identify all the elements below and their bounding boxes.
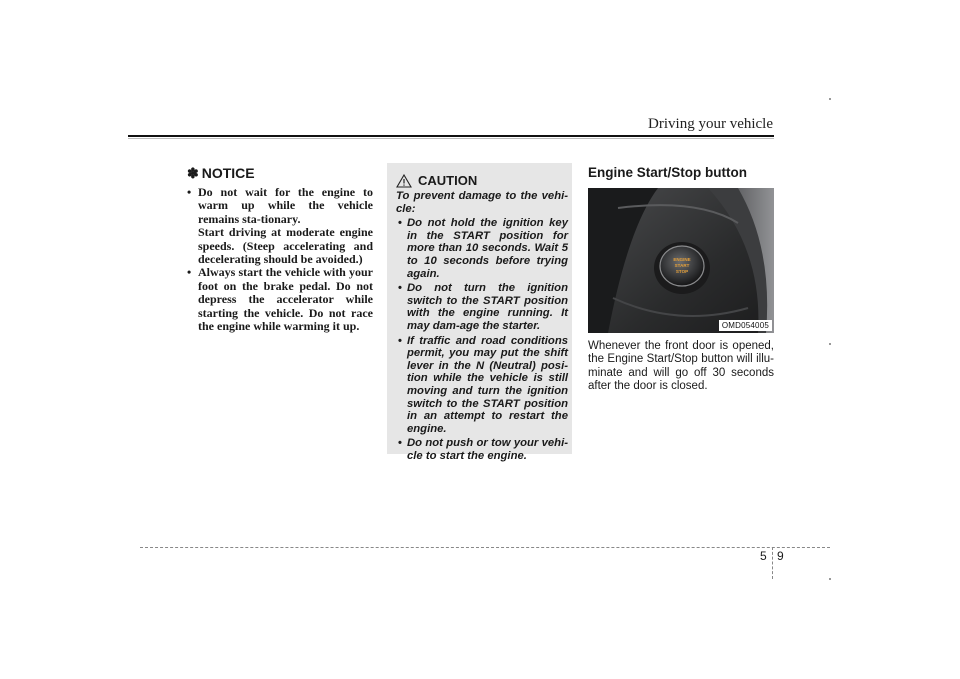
- notice-heading-text: NOTICE: [201, 165, 255, 181]
- notice-item-text: Always start the vehicle with your foot on the brake pedal. Do not depress the accelerator while starting the vehicle. Do not race the engine while warming it up.: [198, 265, 373, 334]
- section-description: Whenever the front door is opened, the Engine Start/Stop button will illu-minate and will go off 30 seconds after the door is closed.: [588, 340, 774, 393]
- section-heading: Engine Start/Stop button: [588, 165, 747, 180]
- header-rule: [128, 135, 774, 137]
- caution-item: • Do not hold the ignition key in the START position for more than 10 seconds. Wait 5 to 10 seconds before trying again.: [396, 217, 568, 280]
- notice-item: [187, 266, 373, 333]
- crop-mark: [829, 343, 831, 345]
- running-header: Driving your vehicle: [648, 116, 773, 132]
- header-rule-shadow: [128, 138, 774, 139]
- caution-item: • Do not push or tow your vehi-cle to start the engine.: [396, 437, 568, 462]
- button-label-line1: ENGINE: [673, 257, 691, 262]
- button-label-line3: STOP: [675, 269, 689, 274]
- caution-header: [396, 173, 568, 188]
- button-label-line2: START: [674, 263, 690, 268]
- notice-heading: [187, 165, 373, 182]
- caution-item: • Do not turn the ignition switch to the START position with the engine running. It may dam-age the starter.: [396, 282, 568, 332]
- notice-list: [187, 186, 373, 333]
- notice-star-icon: ✽: [187, 165, 199, 181]
- chapter-number: 5: [760, 549, 767, 563]
- footer-divider: [772, 547, 773, 579]
- caution-title: CAUTION: [418, 173, 478, 188]
- notice-item-text: Do not wait for the engine to warm up while the vehicle remains sta-tionary.: [198, 185, 373, 226]
- warning-triangle-icon: [396, 174, 412, 188]
- notice-item-subtext: Start driving at moderate engine speeds. (Steep accelerating and decelerating should be avoided.): [198, 225, 373, 267]
- caution-item: • If traffic and road conditions permit, you may put the shift lever in the N (Neutral) posi-tion while the vehicle is still moving and turn the ignition switch to the START position in an attempt to restart the engine.: [396, 335, 568, 436]
- dashboard-illustration: [588, 188, 774, 333]
- crop-mark: [829, 578, 831, 580]
- notice-block: [187, 165, 373, 333]
- notice-item: [187, 186, 373, 266]
- caution-box: [387, 163, 572, 462]
- caution-intro: To prevent damage to the vehi-cle:: [396, 190, 568, 215]
- footer-rule: [140, 547, 830, 548]
- page-number: 9: [777, 549, 784, 563]
- figure-code: OMD054005: [719, 320, 772, 331]
- engine-button-photo: [588, 188, 774, 333]
- crop-mark: [829, 98, 831, 100]
- caution-list: [396, 217, 568, 462]
